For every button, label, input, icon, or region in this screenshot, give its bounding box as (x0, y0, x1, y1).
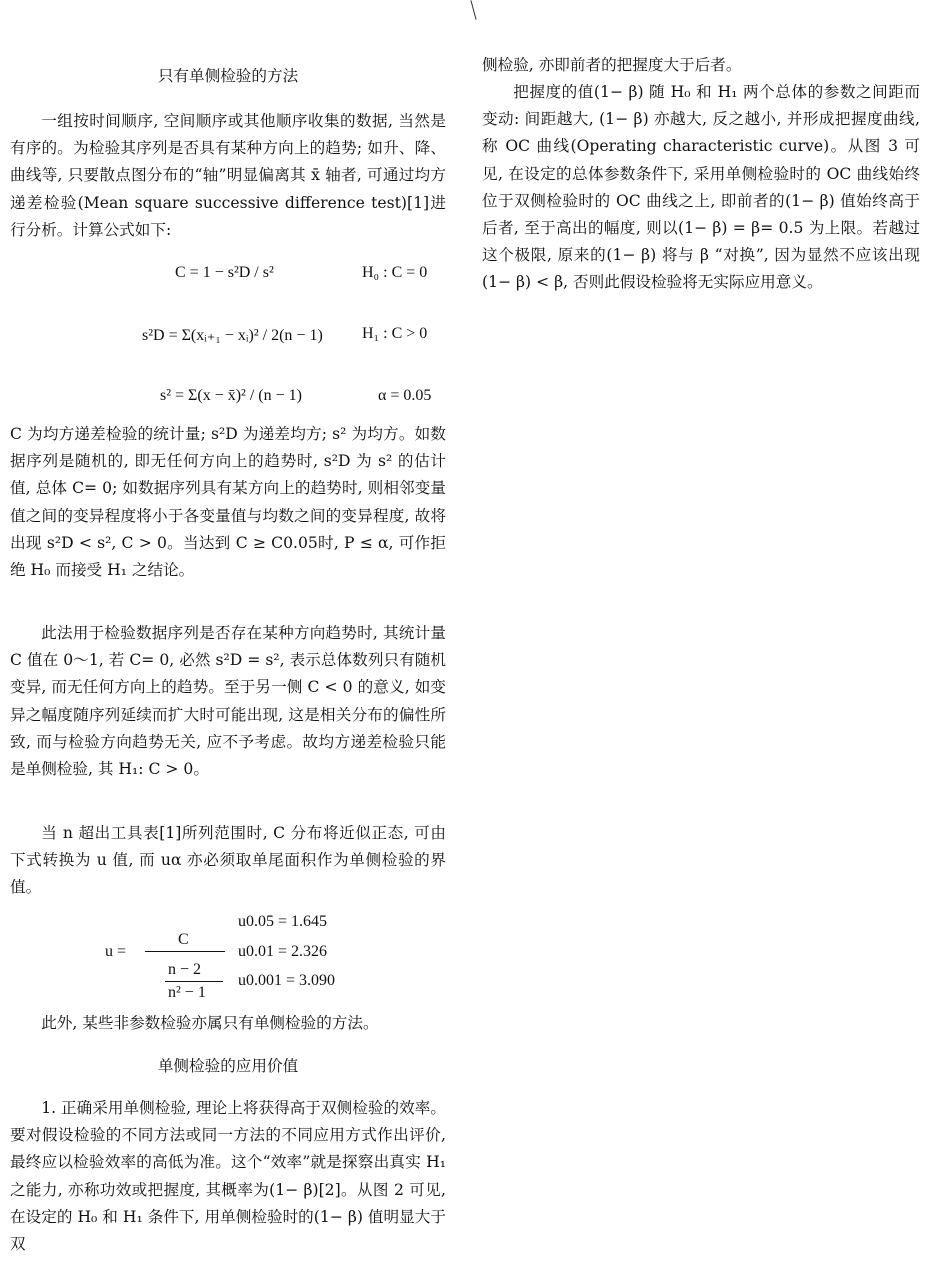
formula-alpha: α = 0.05 (378, 387, 432, 404)
u-critical-0001: u0.001 = 3.090 (238, 972, 336, 989)
paragraph-continuation: 侧检验, 亦即前者的把握度大于后者。 (482, 56, 742, 74)
paragraph-intro: 一组按时间顺序, 空间顺序或其他顺序收集的数据, 当然是有序的。为检验其序列是否具有某种方向上的趋势; 如升、降、曲线等, 只要散点图分布的“轴”明显偏离其 x̄ 轴者, 可通过均方递差检验(Mean square successive difference test)[1]进行分析。计算公式如下: (10, 112, 446, 239)
formula-h0: H₀ : C = 0 (362, 264, 428, 281)
u-inner-denominator: n² − 1 (168, 984, 206, 1001)
paragraph-normal-approx: 当 n 超出工具表[1]所列范围时, C 分布将近似正态, 可由下式转换为 u 值, 而 uα 亦必须取单尾面积作为单侧检验的界值。 (10, 824, 446, 897)
u-inner-fraction-bar (165, 981, 223, 982)
formula-c-definition: C = 1 − s²D / s² (175, 264, 274, 281)
u-formula-block (10, 905, 446, 1000)
formula-block (10, 250, 446, 404)
u-critical-005: u0.05 = 1.645 (238, 913, 328, 930)
page-mark (470, 0, 476, 20)
paragraph-efficiency: 1. 正确采用单侧检验, 理论上将获得高于双侧检验的效率。要对假设检验的不同方法或同一方法的不同应用方式作出评价, 最终应以检验效率的高低为准。这个“效率”就是探察出真实 H₁ 之能力, 亦称功效或把握度, 其概率为(1− β)[2]。从图 2 可见, 在设定的 H₀ 和 H₁ 条件下, 用单侧检验时的(1− β) 值明显大于双 (10, 1099, 446, 1254)
section-title-one-sided-only: 只有单侧检验的方法 (157, 67, 299, 85)
section-title-application-value: 单侧检验的应用价值 (157, 1057, 299, 1075)
paragraph-nonparametric: 此外, 某些非参数检验亦属只有单侧检验的方法。 (41, 1014, 379, 1032)
paragraph-oc-curve: 把握度的值(1− β) 随 H₀ 和 H₁ 两个总体的参数之间距而变动: 间距越大, (1− β) 亦越大, 反之越小, 并形成把握度曲线, 称 OC 曲线(Operating characteristic curve)。从图 3 可见, 在设定的总体参数条件下, 采用单侧检验时的 OC 曲线始终位于双侧检验时的 OC 曲线之上, 即前者的(1− β) 值始终高于后者, 至于高出的幅度, 则以(1− β) = β= 0.5 为上限。若越过这个极限, 原来的(1− β) 将与 β “对换”, 因为显然不应该出现(1− β) < β, 否则此假设检验将无实际应用意义。 (482, 83, 920, 292)
u-numerator: C (178, 931, 189, 948)
paragraph-c-explanation: C 为均方递差检验的统计量; s²D 为递差均方; s² 为均方。如数据序列是随机的, 即无任何方向上的趋势时, s²D 为 s² 的估计值, 总体 C= 0; 如数据序列具有某方向上的趋势时, 则相邻变量值之间的变异程度将小于各变量值与均数之间的变异程度, 故将出现 s²D < s², C > 0。当达到 C ≥ C0.05时, P ≤ α, 可作拒绝 H₀ 而接受 H₁ 之结论。 (10, 425, 446, 580)
formula-sd2: s²D = Σ(xᵢ₊₁ − xᵢ)² / 2(n − 1) (142, 327, 323, 344)
formula-h1: H₁ : C > 0 (362, 325, 428, 342)
u-label: u = (105, 943, 127, 960)
u-fraction-bar (145, 951, 225, 952)
u-critical-001: u0.01 = 2.326 (238, 943, 328, 960)
paragraph-method-use: 此法用于检验数据序列是否存在某种方向趋势时, 其统计量 C 值在 0～1, 若 C= 0, 必然 s²D = s², 表示总体数列只有随机变异, 而无任何方向上的趋势。至于另一侧 C < 0 的意义, 如变异之幅度随序列延续而扩大时可能出现, 这是相关分布的偏性所致, 而与检验方向趋势无关, 应不予考虑。故均方递差检验只能是单侧检验, 其 H₁: C > 0。 (10, 624, 446, 779)
u-inner-numerator: n − 2 (168, 961, 202, 978)
formula-s2: s² = Σ(x − x̄)² / (n − 1) (160, 387, 302, 404)
